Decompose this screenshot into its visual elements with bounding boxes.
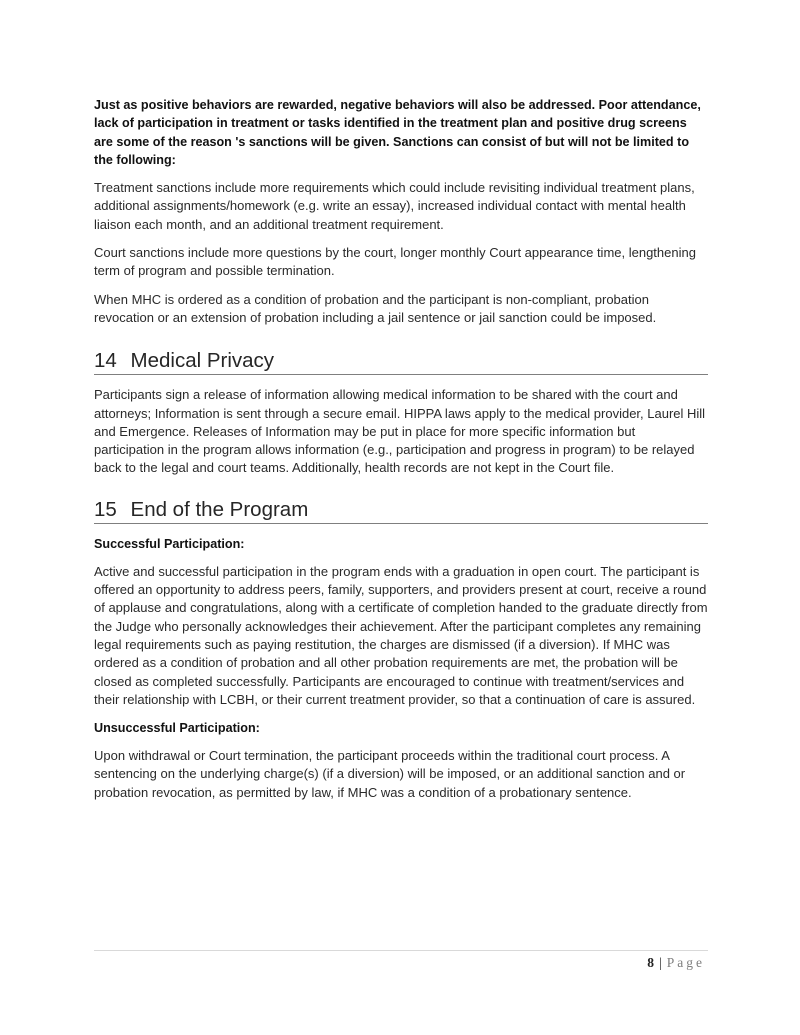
treatment-sanctions-paragraph: Treatment sanctions include more requirements which could include revisiting individual treatment plans, additional assignments/homework (e.g. write an essay), increased individual contact with mental health liaison each month, and an additional treatment requirement. bbox=[94, 180, 695, 232]
document-page bbox=[94, 96, 708, 812]
page-footer bbox=[647, 955, 705, 971]
section-14-title: Medical Privacy bbox=[130, 349, 275, 373]
footer-divider bbox=[94, 950, 708, 951]
section-15-title: End of the Program bbox=[130, 497, 309, 521]
page-number: 8 bbox=[647, 955, 655, 970]
footer-separator: | bbox=[659, 955, 662, 970]
court-sanctions-paragraph: Court sanctions include more questions by the court, longer monthly Court appearance time, lengthening term of program and possible termination. bbox=[94, 245, 696, 279]
page-label: Page bbox=[666, 955, 705, 970]
unsuccessful-participation-paragraph: Upon withdrawal or Court termination, the participant proceeds within the traditional court process. A sentencing on the underlying charge(s) (if a diversion) will be imposed, or an additional sanction and or probation revocation, as permitted by law, if MHC was a condition of a probationary sentence. bbox=[94, 748, 686, 800]
sanctions-intro: Just as positive behaviors are rewarded, negative behaviors will also be addressed. Poor attendance, lack of participation in treatment or tasks identified in the treatment plan and positive drug screens are some of the reason 's sanctions will be given. Sanctions can consist of but will not be limited to the following: bbox=[94, 98, 701, 167]
medical-privacy-paragraph: Participants sign a release of information allowing medical information to be shared with the court and attorneys; Information is sent through a secure email. HIPPA laws apply to the medical provider, Laurel Hill and Emergence. Releases of Information may be put in place for more specific information but participation in the program allows information (e.g., participation and progress in program) to be relayed back to the legal and court teams. Additionally, health records are not kept in the Court file. bbox=[94, 387, 706, 476]
successful-participation-heading: Successful Participation: bbox=[94, 536, 245, 551]
section-14-heading bbox=[94, 349, 708, 375]
section-15-heading bbox=[94, 498, 708, 524]
probation-paragraph: When MHC is ordered as a condition of probation and the participant is non-compliant, probation revocation or an extension of probation including a jail sentence or jail sanction could be imposed. bbox=[94, 291, 657, 325]
successful-participation-paragraph: Active and successful participation in the program ends with a graduation in open court. The participant is offered an opportunity to address peers, family, supporters, and providers present at court, receive a round of applause and congratulations, along with a certificate of completion handed to the graduate directly from the Judge who personally acknowledges their achievement. After the participant completes any remaining legal requirements such as paying restitution, the charges are dismissed (if a diversion). If MHC was ordered as a condition of probation and all other probation requirements are met, the probation will be closed as completed successfully. Participants are encouraged to continue with treatment/services and their relationship with LCBH, or their current treatment provider, so that a continuation of care is assured. bbox=[94, 563, 708, 707]
section-14-number: 14 bbox=[94, 349, 117, 373]
unsuccessful-participation-heading: Unsuccessful Participation: bbox=[94, 721, 260, 736]
section-15-number: 15 bbox=[94, 497, 117, 521]
